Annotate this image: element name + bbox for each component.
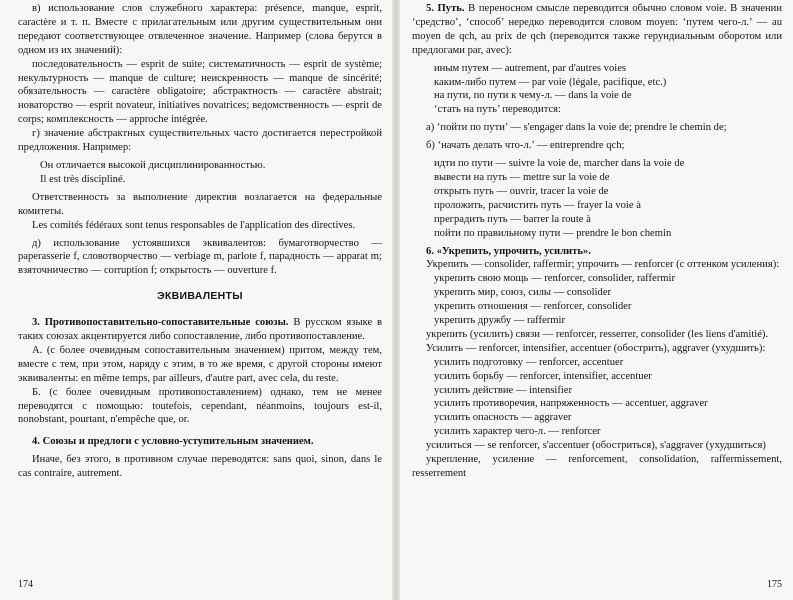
item-6-title-text: 6. «Укрепить, упрочить, усилить». <box>426 245 591 257</box>
item-6-examples-1 <box>412 272 782 328</box>
section-heading: ЭКВИВАЛЕНТЫ <box>157 290 243 303</box>
example-line: усилить подготовку — renforcer, accentuer <box>434 356 624 368</box>
example-line: усилить противоречия, напряженность — accentuer, aggraver <box>434 398 708 410</box>
item-4-title <box>18 435 382 449</box>
item-3-a: А. (с более очевидным сопоставительным значением) притом, между тем, вместе с тем, при этом, наряду с этим, в то же время, с другой стороны имеют эквиваленты: en même temps, par ailleurs, d'autre part, avec cela, du reste. <box>18 344 382 384</box>
item-6-examples-2 <box>412 356 782 439</box>
example-line: усилить действие — intensifier <box>434 384 573 396</box>
quote-line-4: Les comités fédéraux sont tenus responsables de l'application des directives. <box>32 219 356 231</box>
item-6-intro: Укрепить — consolider, raffermir; упрочить — renforcer (с оттенком усиления): <box>426 259 780 271</box>
item-5-text: В переносном смысле переводится обычно словом voie. В значении ‘средство’, ‘способ’ нередко переводится словом moyen: ‘путем чего-л.’ — au moyen de qch, au prix de qch (переводится также герундиальным оборотом или предлогами par, avec): <box>412 3 782 56</box>
item-3-text: В русском языке в таких союзах акцентируется либо сопоставление, либо противопоставление. <box>18 317 383 343</box>
page-number-right: 175 <box>767 579 782 591</box>
quote-line-3: Ответственность за выполнение директив возлагается на федеральные комитеты. <box>18 191 382 217</box>
quote-line-1: Он отличается высокой дисциплинированностью. <box>40 159 266 171</box>
item-3 <box>18 316 382 344</box>
book-gutter <box>392 0 400 600</box>
example-line: укрепить отношения — renforcer, consolider <box>434 301 632 313</box>
example-line: укрепить свою мощь — renforcer, consolider, raffermir <box>434 273 675 285</box>
example-line: каким-либо путем — par voie (légale, pacifique, etc.) <box>434 76 667 88</box>
item-6-example-long-3: укрепление, усиление — renforcement, consolidation, raffermissement, resserrement <box>412 454 782 479</box>
item-6-example-long: укрепить (усилить) связи — renforcer, resserrer, consolider (les liens d'amitié). <box>426 328 769 340</box>
item-5-b: б) ‘начать делать что-л.’ — entreprendre qch; <box>426 140 625 152</box>
example-line: усилить опасность — aggraver <box>434 412 572 424</box>
example-line: пойти по правильному пути — prendre le bon chemin <box>434 227 672 239</box>
example-line: идти по пути — suivre la voie de, marcher dans la voie de <box>434 158 685 170</box>
example-line: укрепить дружбу — raffermir <box>434 315 565 327</box>
example-line: на пути, по пути к чему-л. — dans la voie de <box>434 90 632 102</box>
example-line: укрепить мир, союз, силы — consolider <box>434 287 612 299</box>
example-line: усилить характер чего-л. — renforcer <box>434 426 601 438</box>
example-line: вывести на путь — mettre sur la voie de <box>434 171 610 183</box>
paragraph-v-examples: последовательность — esprit de suite; систематичность — esprit de système; некультурность — manque de culture; неискренность — manque de sincérité; обязательность — caractère obligatoire; абстрактность — caractère abstrait; новаторство — esprit novateur, initiatives novatrices; ведомственность — esprit de corps; комплексность — approche intégrée. <box>18 58 382 126</box>
item-5-a: а) ‘пойти по пути’ — s'engager dans la voie de; prendre le chemin de; <box>426 122 727 134</box>
item-6-intro-2: Усилить — renforcer, intensifier, accentuer (обострить), aggraver (ухудшить): <box>426 342 766 354</box>
item-5-title: 5. Путь. <box>426 3 465 14</box>
example-line: открыть путь — ouvrir, tracer la voie de <box>434 185 609 197</box>
example-line: усилить борьбу — renforcer, intensifier, accentuer <box>434 370 652 382</box>
example-line: иным путем — autrement, par d'autres voies <box>434 62 627 74</box>
item-5-examples <box>412 62 782 118</box>
item-5 <box>412 2 782 58</box>
item-4-text: Иначе, без этого, в противном случае переводятся: sans quoi, sinon, dans le cas contraire, autrement. <box>18 454 382 480</box>
quote-line-2: Il est très discipliné. <box>40 173 126 185</box>
item-5-more-examples <box>412 157 782 240</box>
example-line: ‘стать на путь’ переводится: <box>434 104 561 116</box>
item-3-title: 3. Противопоставительно-сопоставительные союзы. <box>32 317 289 329</box>
example-line: проложить, расчистить путь — frayer la voie à <box>434 199 641 211</box>
right-page <box>412 2 782 600</box>
item-6-example-long-2: усилиться — se renforcer, s'accentuer (обостриться), s'aggraver (ухудшиться) <box>426 440 766 452</box>
item-4-title-text: 4. Союзы и предлоги с условно-уступительным значением. <box>32 436 314 448</box>
item-3-b: Б. (с более очевидным противопоставлением) однако, тем не менее переводятся с помощью: toutefois, cependant, néanmoins, toujours est-il, nonobstant, pourtant, n'empêche que, or. <box>18 386 382 426</box>
left-page <box>18 2 382 600</box>
example-line: преградить путь — barrer la route à <box>434 213 591 225</box>
paragraph-d: д) использование устоявшихся эквивалентов: бумаготворчество — paperasserie f, словотворчество — verbiage m, parlote f, парадность — apparat m; взяточничество — corruption f; открытость — ouverture f. <box>18 237 382 277</box>
paragraph-g: г) значение абстрактных существительных часто достигается перестройкой предложения. Например: <box>18 128 382 154</box>
item-6-title <box>412 245 782 259</box>
page-number-left: 174 <box>18 579 33 591</box>
paragraph-v: в) использование слов служебного характера: présence, manque, esprit, caractère и т. п. Вместе с прилагательным или другим существительным они передают соответствующее отвлеченное значение. Например (слова берутся в одном из их значений): <box>18 3 382 56</box>
